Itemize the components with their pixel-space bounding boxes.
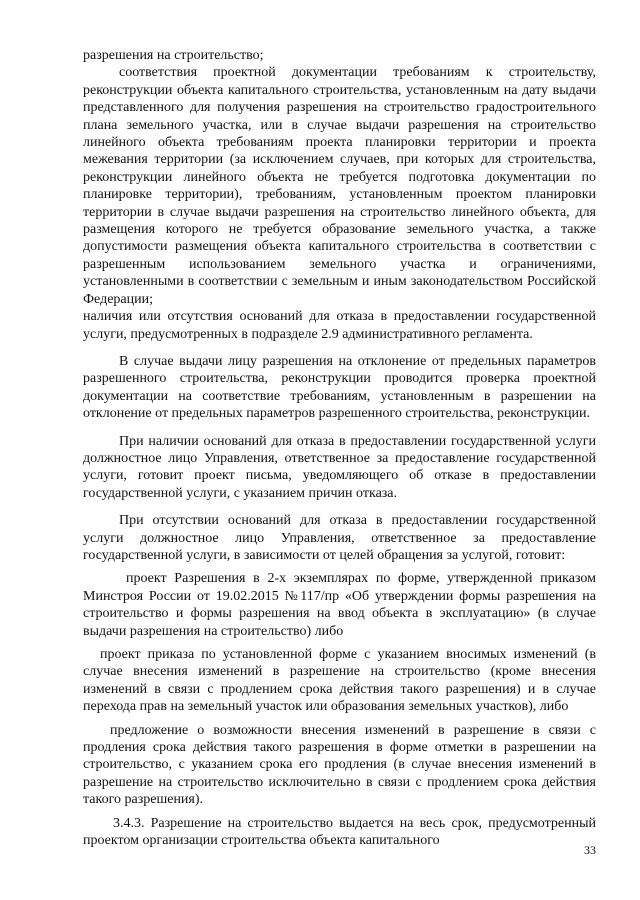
paragraph-9: предложение о возможности внесения изменений в разрешение в связи с продления срока действия такого разрешения в форме отметки в разрешении на строительство, с указанием срока его продления (в случае внесения изменений в разрешение на строительство исключительно в связи с продлением срока действия такого разрешения).: [83, 722, 596, 808]
paragraph-6: При отсутствии оснований для отказа в предоставлении государственной услуги должностное лицо Управления, ответственное за предоставление государственной услуги, в зависимости от целей обращения за услугой, готовит:: [83, 513, 596, 563]
document-body: [83, 47, 596, 849]
paragraph-7: проект Разрешения в 2-х экземплярах по форме, утвержденной приказом Минстроя России от 19.02.2015 №117/пр «Об утверждении формы разрешения на строительство и формы разрешения на ввод объекта в эксплуатацию» (в случае выдачи разрешения на строительство) либо: [83, 571, 596, 639]
paragraph-5: При наличии оснований для отказа в предоставлении государственной услуги должностное лицо Управления, ответственное за предоставление государственной услуги, готовит проект письма, уведомляющего об отказе в предоставлении государственной услуги, с указанием причин отказа.: [83, 433, 596, 501]
paragraph-1: разрешения на строительство;: [83, 48, 264, 63]
paragraph-4: В случае выдачи лицу разрешения на отклонение от предельных параметров разрешенного строительства, реконструкции проводится проверка проектной документации на соответствие требованиям, установленным в разрешении на отклонение от предельных параметров разрешенного строительства, реконструкции.: [83, 353, 596, 422]
paragraph-3: наличия или отсутствия оснований для отказа в предоставлении государственной услуги, предусмотренных в подразделе 2.9 административного регламента.: [83, 309, 596, 342]
page-number: 33: [584, 843, 596, 857]
paragraph-10: 3.4.3. Разрешение на строительство выдается на весь срок, предусмотренный проектом организации строительства объекта капитального: [83, 815, 596, 849]
paragraph-8: проект приказа по установленной форме с указанием вносимых изменений (в случае внесения изменений в разрешение на строительство (кроме внесения изменений в связи с продлением срока действия такого разрешения) и в случае перехода прав на земельный участок или образования земельных участков), либо: [83, 647, 596, 715]
paragraph-2: соответствия проектной документации требованиям к строительству, реконструкции объекта капитального строительства, установленным на дату выдачи представленного для получения разрешения на строительство градостроительного плана земельного участка, или в случае выдачи разрешения на строительство линейного объекта требованиям проекта планировки территории и проекта межевания территории (за исключением случаев, при которых для строительства, реконструкции линейного объекта не требуется подготовка документации по планировке территории), требованиям, установленным проектом планировки территории в случае выдачи разрешения на строительство линейного объекта, для размещения которого не требуется образование земельного участка, а также допустимости размещения объекта капитального строительства в соответствии с разрешенным использованием земельного участка и ограничениями, установленными в соответствии с земельным и иным законодательством Российской Федерации;: [83, 65, 596, 307]
